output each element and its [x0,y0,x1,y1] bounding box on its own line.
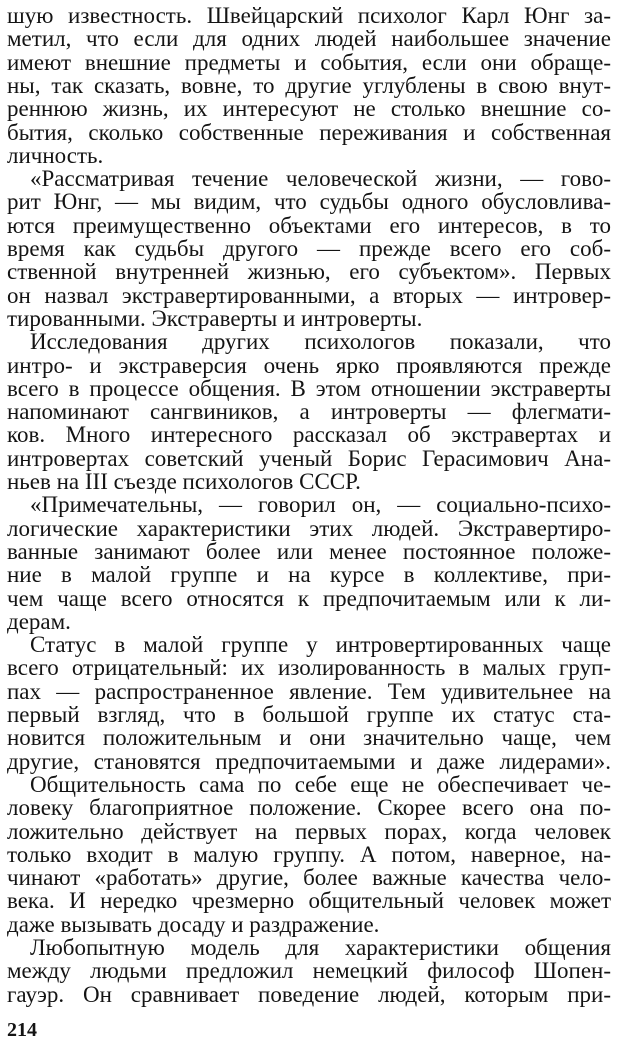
text-line: новится положительным и они значительно чаще, чем [7,725,611,751]
text-line: пах — распространенное явление. Тем удивительнее на [7,678,611,704]
text-line: личность. [7,142,104,168]
text-line: время как судьбы другого — прежде всего его соб- [7,236,611,261]
text-line: он назвал экстравертированными, а вторых — интровер- [7,282,611,308]
text-line: «Примечательны, — говорил он, — социально-психо- [30,492,611,518]
text-line: напоминают сангвиников, а интроверты — флегмати- [7,399,611,425]
text-line: шую известность. Швейцарский психолог Карл Юнг за- [7,3,611,28]
text-line: ловеку благоприятное положение. Скорее всего она по- [7,795,611,821]
text-line: Статус в малой группе у интровертированных чаще [30,632,611,658]
text-line: Исследования других психологов показали, что [30,329,611,355]
text-line: ние в малой группе и на курсе в коллективе, при- [7,562,611,588]
text-line: рит Юнг, — мы видим, что судьбы одного обусловлива- [7,189,611,215]
text-line: всего в процессе общения. В этом отношении экстраверты [7,375,611,401]
text-line: чинают «работать» другие, более важные качества чело- [7,865,611,891]
page-number: 214 [7,1019,37,1041]
text-line: века. И нередко чрезмерно общительный человек может [7,888,611,914]
text-line: ны, так сказать, вовне, то другие углублены в свою внут- [7,72,611,98]
text-line: тированными. Экстраверты и интроверты. [7,305,423,331]
text-line: интро- и экстраверсия очень ярко проявляются прежде [7,352,611,378]
text-line: ванные занимают более или менее постоянное положе- [7,538,611,564]
text-line: бытия, сколько собственные переживания и собственная [7,119,611,145]
text-line: ков. Много интересного рассказал об экстравертах и [7,422,611,448]
text-line: даже вызывать досаду и раздражение. [7,911,380,937]
text-line: ложительно действует на первых порах, когда человек [7,818,611,844]
text-line: ньев на III съезде психологов СССР. [7,469,361,494]
text-line: метил, что если для одних людей наибольшее значение [7,26,611,52]
text-line: логические характеристики этих людей. Экстравертиро- [7,515,611,541]
text-line: всего отрицательный: их изолированность в малых груп- [7,655,611,681]
text-line: первый взгляд, что в большой группе их статус ста- [7,702,611,727]
text-line: ются преимущественно объектами его интересов, в то [7,212,611,238]
text-line: интровертах советский ученый Борис Герасимович Ана- [7,445,611,471]
text-line: дерам. [7,608,71,634]
text-line: другие, становятся предпочитаемыми и даже лидерами». [7,748,611,774]
text-line: реннюю жизнь, их интересуют не столько внешние со- [7,96,611,122]
text-line: ственной внутренней жизнью, его субъектом». Первых [7,259,611,285]
text-line: Общительность сама по себе еще не обеспечивает че- [30,771,611,797]
text-line: Любопытную модель для характеристики общения [30,935,611,960]
text-line: «Рассматривая течение человеческой жизни, — гово- [30,166,611,192]
text-line: только входит в малую группу. А потом, наверное, на- [7,841,611,867]
text-line: имеют внешние предметы и события, если они обраще- [7,49,611,75]
text-line: между людьми предложил немецкий философ Шопен- [7,958,611,984]
text-line: чем чаще всего относятся к предпочитаемым или к ли- [7,585,611,611]
text-line: гауэр. Он сравнивает поведение людей, которым при- [7,981,611,1007]
